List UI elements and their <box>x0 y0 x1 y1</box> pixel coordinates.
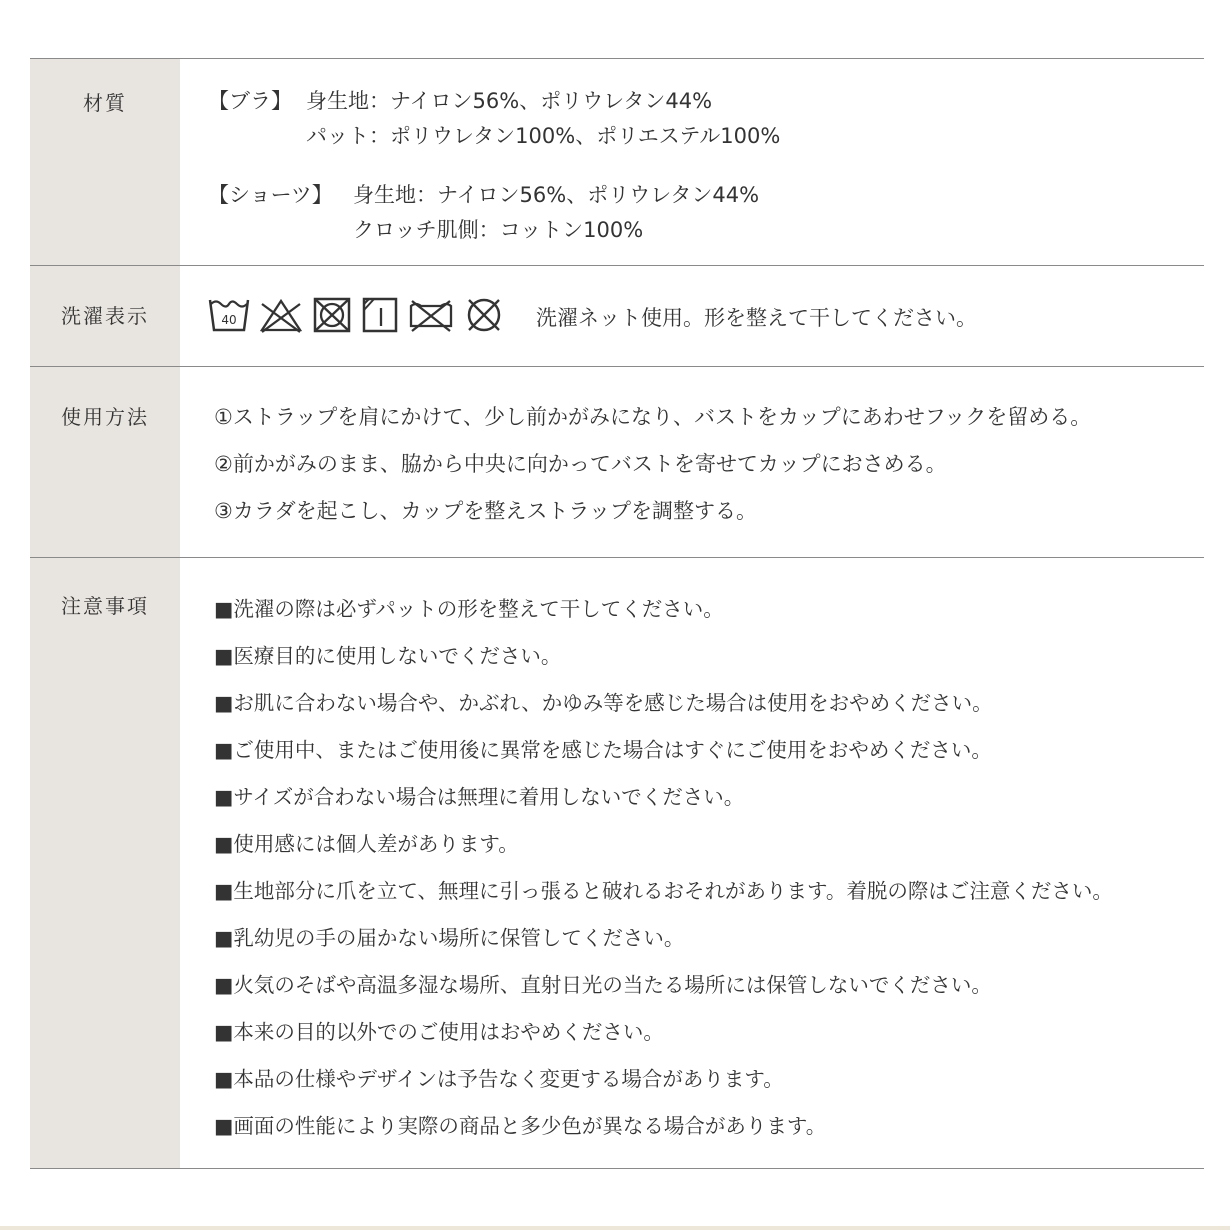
wash-40-icon <box>208 296 250 334</box>
svg-text:40: 40 <box>221 313 237 327</box>
usage-step: ①ストラップを肩にかけて、少し前かがみになり、バストをカップにあわせフックを留める。 <box>214 405 1092 429</box>
note-item: ■本来の目的以外でのご使用はおやめください。 <box>214 1020 664 1044</box>
bra-tag: 【ブラ】 <box>208 89 292 113</box>
note-item: ■画面の性能により実際の商品と多少色が異なる場合があります。 <box>214 1114 827 1138</box>
usage-label: 使用方法 <box>30 367 180 557</box>
washing-instruction: 洗濯ネット使用。形を整えて干してください。 <box>536 306 977 330</box>
shorts-crotch-fabric: クロッチ肌側：コットン100% <box>353 218 644 242</box>
washing-content <box>180 266 1204 366</box>
material-row <box>30 59 1204 266</box>
shorts-body-fabric: 身生地：ナイロン56%、ポリウレタン44% <box>353 183 760 207</box>
bra-body-fabric: 身生地：ナイロン56%、ポリウレタン44% <box>306 89 713 113</box>
care-symbols <box>208 296 505 334</box>
notes-row <box>30 558 1204 1169</box>
no-bleach-icon <box>259 296 303 334</box>
note-item: ■使用感には個人差があります。 <box>214 832 519 856</box>
note-item: ■サイズが合わない場合は無理に着用しないでください。 <box>214 785 745 809</box>
notes-label: 注意事項 <box>30 558 180 1168</box>
washing-label: 洗濯表示 <box>30 266 180 366</box>
shorts-tag: 【ショーツ】 <box>208 183 333 207</box>
note-item: ■生地部分に爪を立て、無理に引っ張ると破れるおそれがあります。着脱の際はご注意ください。 <box>214 879 1113 903</box>
no-dry-clean-icon <box>463 296 505 334</box>
no-tumble-dry-icon <box>312 296 352 334</box>
note-item: ■洗濯の際は必ずパットの形を整えて干してください。 <box>214 597 724 621</box>
note-item: ■火気のそばや高温多湿な場所、直射日光の当たる場所には保管しないでください。 <box>214 973 992 997</box>
notes-content <box>180 558 1204 1168</box>
bottom-divider <box>0 1226 1230 1230</box>
note-item: ■ご使用中、またはご使用後に異常を感じた場合はすぐにご使用をおやめください。 <box>214 738 992 762</box>
product-info-table <box>30 58 1204 1169</box>
note-item: ■乳幼児の手の届かない場所に保管してください。 <box>214 926 685 950</box>
note-item: ■お肌に合わない場合や、かぶれ、かゆみ等を感じた場合は使用をおやめください。 <box>214 691 993 715</box>
usage-step: ③カラダを起こし、カップを整えストラップを調整する。 <box>214 499 757 523</box>
material-label: 材質 <box>30 59 180 265</box>
usage-row <box>30 367 1204 558</box>
material-content <box>180 59 1204 265</box>
no-iron-icon <box>408 296 454 334</box>
washing-row <box>30 266 1204 367</box>
note-item: ■医療目的に使用しないでください。 <box>214 644 562 668</box>
usage-content <box>180 367 1204 557</box>
line-dry-shade-icon <box>361 296 399 334</box>
usage-step: ②前かがみのまま、脇から中央に向かってバストを寄せてカップにおさめる。 <box>214 452 947 476</box>
note-item: ■本品の仕様やデザインは予告なく変更する場合があります。 <box>214 1067 784 1091</box>
bra-pad-fabric: パット：ポリウレタン100%、ポリエステル100% <box>306 124 781 148</box>
